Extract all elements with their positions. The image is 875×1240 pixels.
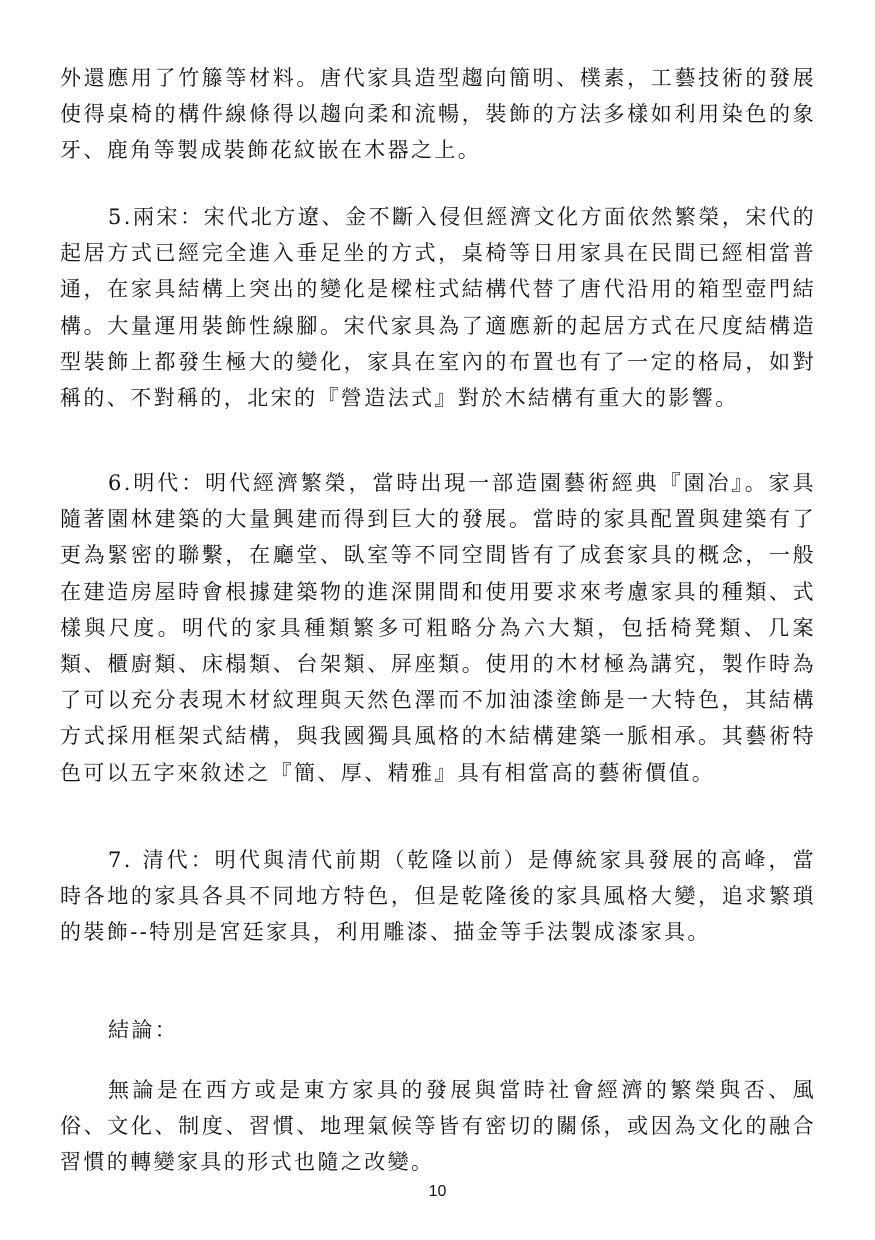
conclusion-heading: 結論： xyxy=(108,1018,179,1042)
paragraph-conclusion: 無論是在西方或是東方家具的發展與當時社會經濟的繁榮與否、風俗、文化、制度、習慣、地理氣候等皆有密切的關係，或因為文化的融合習慣的轉變家具的形式也隨之改變。 xyxy=(60,1078,816,1175)
page-number: 10 xyxy=(428,1183,447,1200)
paragraph-tang-continuation: 外還應用了竹籐等材料。唐代家具造型趨向簡明、樸素，工藝技術的發展使得桌椅的構件線條得以趨向柔和流暢，裝飾的方法多樣如利用染色的象牙、鹿角等製成裝飾花紋嵌在木器之上。 xyxy=(60,66,816,163)
paragraph-ming-dynasty: 6.明代：明代經濟繁榮，當時出現一部造園藝術經典『園冶』。家具隨著園林建築的大量興建而得到巨大的發展。當時的家具配置與建築有了更為緊密的聯繫，在廳堂、臥室等不同空間皆有了成套家具的概念，一般在建造房屋時會根據建築物的進深開間和使用要求來考慮家具的種類、式樣與尺度。明代的家具種類繁多可粗略分為六大類，包括椅凳類、几案類、櫃廚類、床榻類、台架類、屏座類。使用的木材極為講究，製作時為了可以充分表現木材紋理與天然色澤而不加油漆塗飾是一大特色，其結構方式採用框架式結構，與我國獨具風格的木結構建築一脈相承。其藝術特色可以五字來敘述之『簡、厚、精雅』具有相當高的藝術價值。 xyxy=(60,471,816,785)
paragraph-qing-dynasty: 7. 清代：明代與清代前期（乾隆以前）是傳統家具發展的高峰，當時各地的家具各具不同地方特色，但是乾隆後的家具風格大變，追求繁瑣的裝飾--特別是宮廷家具，利用雕漆、描金等手法製成漆家具。 xyxy=(60,848,816,945)
paragraph-song-dynasty: 5.兩宋：宋代北方遼、金不斷入侵但經濟文化方面依然繁榮，宋代的起居方式已經完全進入垂足坐的方式，桌椅等日用家具在民間已經相當普通，在家具結構上突出的變化是樑柱式結構代替了唐代沿用的箱型壺門結構。大量運用裝飾性線腳。宋代家具為了適應新的起居方式在尺度結構造型裝飾上都發生極大的變化，家具在室內的布置也有了一定的格局，如對稱的、不對稱的，北宋的『營造法式』對於木結構有重大的影響。 xyxy=(60,205,816,411)
